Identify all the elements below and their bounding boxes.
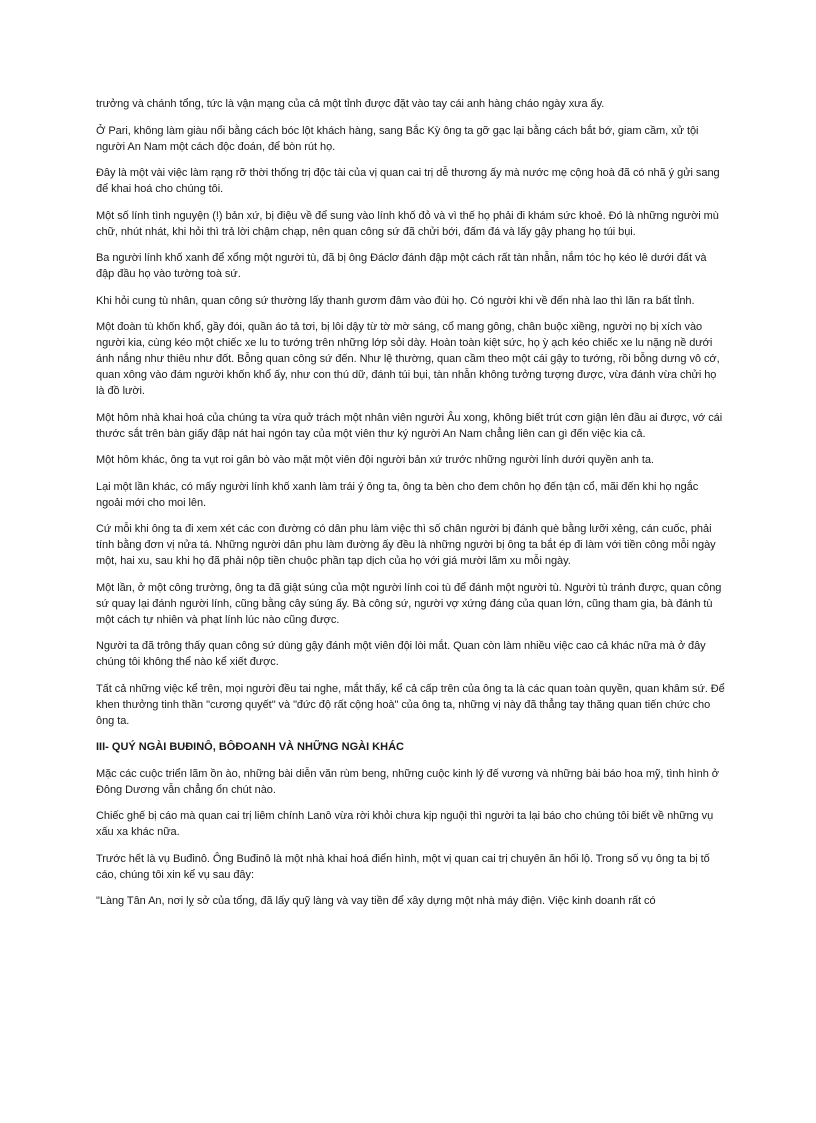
paragraph-7: Một đoàn tù khốn khổ, gầy đói, quần áo tả tơi, bị lôi dậy từ tờ mờ sáng, cổ mang gông, chân buộc xiềng, người nọ bị xích vào người kia, cùng kéo một chiếc xe lu to tướng trên những lớp sỏi dày. Hoàn toàn kiệt sức, họ ỳ ạch kéo chiếc xe lu nặng nề dưới ánh nắng như thiêu như đốt. Bỗng quan công sứ đến. Như lệ thường, quan cầm theo một cái gậy to tướng, rồi bỗng dưng vô cớ, quan xông vào đám người khốn khổ ấy, như con thú dữ, đánh túi bụi, tàn nhẫn không tưởng tượng được, vừa đánh vừa chửi họ là đồ lười. (96, 321, 720, 397)
paragraph-5: Ba người lính khố xanh để xổng một người tù, đã bị ông Đáclơ đánh đập một cách rất tàn nhẫn, nắm tóc họ kéo lê dưới đất và đập đầu họ vào tường toà sứ. (96, 252, 707, 280)
paragraph-2: Ở Pari, không làm giàu nổi bằng cách bóc lột khách hàng, sang Bắc Kỳ ông ta gỡ gạc lại bằng cách bắt bớ, giam cầm, xử tội người An Nam một cách độc đoán, để bòn rút họ. (96, 124, 699, 153)
paragraph-15: Mặc các cuộc triển lãm ồn ào, những bài diễn văn rùm beng, những cuộc kinh lý đế vương và những bài báo hoa mỹ, tình hình ở Đông Dương vẫn chẳng ổn chút nào. (96, 767, 719, 796)
paragraph-9: Một hôm khác, ông ta vụt roi gân bò vào mặt một viên đội người bản xứ trước những người lính dưới quyền anh ta. (96, 454, 654, 466)
paragraph-8: Một hôm nhà khai hoá của chúng ta vừa quở trách một nhân viên người Âu xong, không biết trút cơn giận lên đầu ai được, vớ cái thước sắt trên bàn giấy đập nát hai ngón tay của một viên thư ký người An Nam chẳng liên can gì đến việc kia cả. (96, 411, 723, 440)
paragraph-11: Cứ mỗi khi ông ta đi xem xét các con đường có dân phu làm việc thì số chân người bị đánh què bằng lưỡi xẻng, cán cuốc, phải tính bằng đơn vị nửa tá. Những người dân phu làm đường ấy đều là những người bị ông ta bắt ép đi làm với tiền công mỗi ngày một, hai xu, sau khi họ đã phải nộp tiền chuộc phần tạp dịch của họ với giá mười lăm xu mỗi ngày. (96, 523, 716, 567)
paragraph-12: Một lần, ở một công trường, ông ta đã giật súng của một người lính coi tù để đánh một người tù. Người tù tránh được, quan công sứ quay lại đánh người lính, cũng bằng cây súng ấy. Bà công sứ, người vợ xứng đáng của quan lớn, cũng tham gia, bà đánh tù một cách tự nhiên và phạt lính lúc nào cũng được. (96, 581, 722, 626)
section-heading: III- QUÝ NGÀI BUĐINÔ, BÔĐOANH VÀ NHỮNG NGÀI KHÁC (96, 741, 404, 753)
paragraph-6: Khi hỏi cung tù nhân, quan công sứ thường lấy thanh gươm đâm vào đùi họ. Có người khi về đến nhà lao thì lăn ra bất tỉnh. (96, 294, 695, 307)
paragraph-16: Chiếc ghế bị cáo mà quan cai trị liêm chính Lanô vừa rời khỏi chưa kịp nguội thì người ta lại báo cho chúng tôi biết về những vụ xấu xa khác nữa. (96, 810, 714, 838)
paragraph-4: Một số lính tình nguyện (!) bản xứ, bị điệu về để sung vào lính khố đỏ và vì thế họ phải đi khám sức khoẻ. Đó là những người mù chữ, nhút nhát, khi hỏi thì trả lời chậm chạp, nên quan công sứ đã chửi bới, đấm đá và lấy gậy phang họ túi bụi. (96, 209, 719, 238)
paragraph-18: "Làng Tân An, nơi lỵ sở của tổng, đã lấy quỹ làng và vay tiền để xây dựng một nhà máy điện. Việc kinh doanh rất có (96, 895, 656, 907)
paragraph-3: Đây là một vài việc làm rạng rỡ thời thống trị độc tài của vị quan cai trị dễ thương ấy mà nước mẹ cộng hoà đã có nhã ý gửi sang để khai hoá cho chúng tôi. (96, 167, 720, 195)
paragraph-1: trưởng và chánh tổng, tức là vận mạng của cả một tỉnh được đặt vào tay cái anh hàng cháo ngày xưa ấy. (96, 98, 605, 110)
paragraph-10: Lại một lần khác, có mấy người lính khố xanh làm trái ý ông ta, ông ta bèn cho đem chôn họ đến tận cổ, mãi đến khi họ ngắc ngoải mới cho moi lên. (96, 480, 699, 509)
page-body (96, 96, 726, 920)
paragraph-14: Tất cả những việc kể trên, mọi người đều tai nghe, mắt thấy, kể cả cấp trên của ông ta là các quan toàn quyền, quan khâm sứ. Để khen thưởng tinh thần "cương quyết" và "đức độ rất cộng hoà" của ông ta, những vị này đã thẳng tay thăng quan tiến chức cho ông ta. (96, 682, 725, 727)
paragraph-13: Người ta đã trông thấy quan công sứ dùng gậy đánh một viên đội lòi mắt. Quan còn làm nhiều việc cao cả khác nữa mà ở đây chúng tôi không thể nào kể xiết được. (96, 640, 706, 668)
paragraph-17: Trước hết là vụ Buđinô. Ông Buđinô là một nhà khai hoá điển hình, một vị quan cai trị chuyên ăn hối lộ. Trong số vụ ông ta bị tố cáo, chúng tôi xin kể vụ sau đây: (96, 852, 710, 881)
